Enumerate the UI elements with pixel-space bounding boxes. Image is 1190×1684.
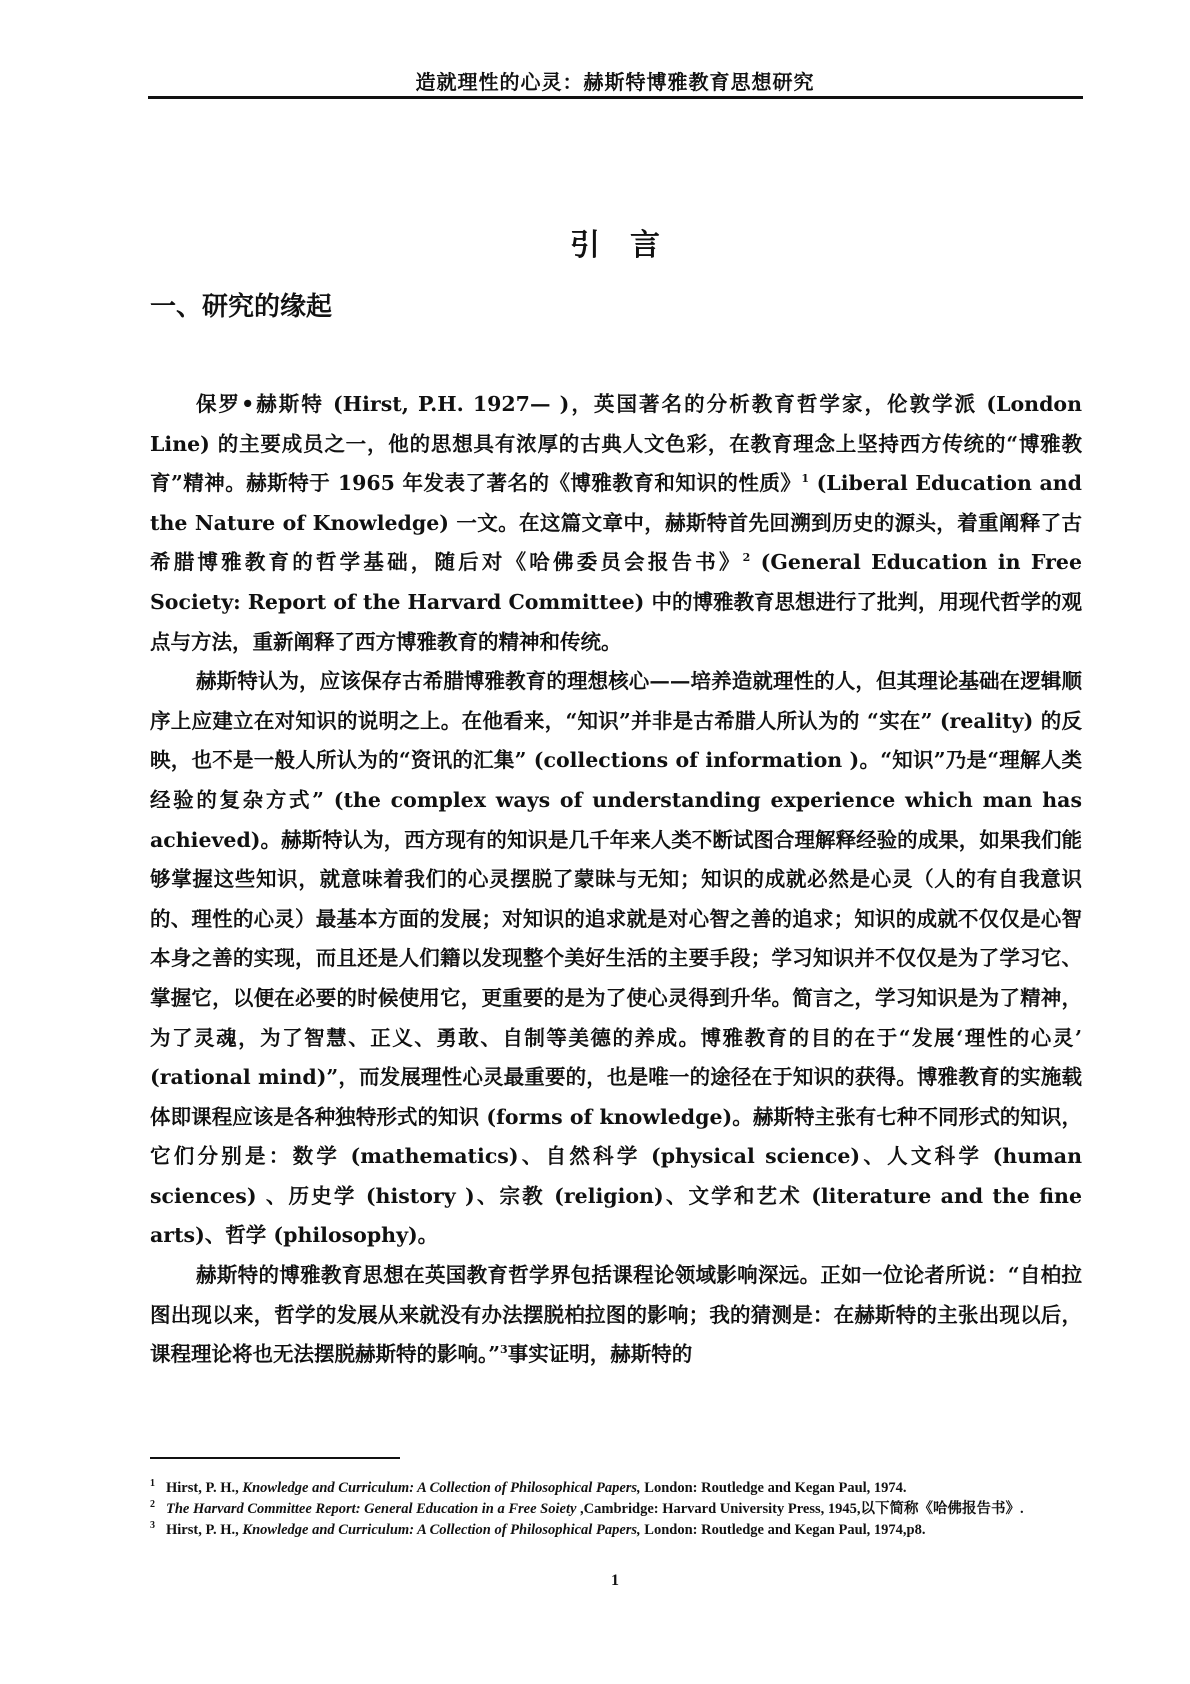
chapter-title: 引言	[570, 228, 690, 263]
footnote-rule	[150, 1457, 400, 1459]
paragraph-text: (General Education in Free Society: Report of the Harvard Committee) 中的博雅教育思想进行了批判，用现代哲学的观点与方法，重新阐释了西方博雅教育的精神和传统。	[150, 550, 1083, 654]
section-heading: 一、研究的缘起	[150, 292, 333, 322]
paragraph-text: 保罗•赫斯特 (Hirst, P.H. 1927— )，英国著名的分析教育哲学家，伦敦学派 (London Line) 的主要成员之一，他的思想具有浓厚的古典人文色彩，在教育理念上坚持西方传统的“博雅教育”精神。赫斯特于 1965 年发表了著名的《博雅教育和知识的性质》	[150, 392, 1082, 496]
paragraph-3	[150, 1256, 1082, 1375]
paragraph-text: (Liberal Education and the Nature of Knowledge) 一文。在这篇文章中，赫斯特首先回溯到历史的源头，着重阐释了古希腊博雅教育的哲学基础，随后对《哈佛委员会报告书》	[150, 471, 1082, 575]
footnote-author: Hirst, P. H.,	[166, 1522, 243, 1538]
footnote-ref: 1	[801, 472, 809, 486]
paragraph-text: 事实证明，赫斯特的	[507, 1342, 693, 1367]
running-header: 造就理性的心灵：赫斯特博雅教育思想研究	[415, 70, 815, 94]
footnote-title: Knowledge and Curriculum: A Collection of Philosophical Papers,	[242, 1522, 641, 1538]
footnote-ref: 3	[500, 1343, 508, 1357]
footnote-mark: 2	[150, 1499, 155, 1510]
paragraph-1	[150, 385, 1082, 662]
paragraph-2	[150, 662, 1082, 1256]
footnote-author: Hirst, P. H.,	[166, 1480, 243, 1496]
footnote-rest: ,Cambridge: Harvard University Press, 1945,以下简称《哈佛报告书》.	[576, 1501, 1024, 1517]
footnote-title: Knowledge and Curriculum: A Collection of Philosophical Papers,	[242, 1480, 641, 1496]
footnote-title: The Harvard Committee Report: General Education in a Free Soiety	[166, 1501, 577, 1517]
footnote-rest: London: Routledge and Kegan Paul, 1974.	[640, 1480, 907, 1496]
paragraph-text: 赫斯特的博雅教育思想在英国教育哲学界包括课程论领域影响深远。正如一位论者所说：“自柏拉图出现以来，哲学的发展从来就没有办法摆脱柏拉图的影响；我的猜测是：在赫斯特的主张出现以后，课程理论将也无法摆脱赫斯特的影响。”	[150, 1263, 1082, 1367]
footnotes	[150, 1478, 1080, 1541]
page-number: 1	[611, 1572, 619, 1589]
footnote-3	[150, 1520, 1080, 1541]
footnote-ref: 2	[742, 551, 751, 565]
footnote-mark: 3	[150, 1520, 155, 1531]
footnote-2	[150, 1499, 1080, 1520]
footnote-1	[150, 1478, 1080, 1499]
paragraph-text: 赫斯特认为，应该保存古希腊博雅教育的理想核心——培养造就理性的人，但其理论基础在逻辑顺序上应建立在对知识的说明之上。在他看来，“知识”并非是古希腊人所认为的 “实在” (reality) 的反映，也不是一般人所认为的“资讯的汇集” (collections of information )。“知识”乃是“理解人类经验的复杂方式” (the complex ways of understanding experience which man has achieved)。赫斯特认为，西方现有的知识是几千年来人类不断试图合理解释经验的成果，如果我们能够掌握这些知识，就意味着我们的心灵摆脱了蒙昧与无知；知识的成就必然是心灵（人的有自我意识的、理性的心灵）最基本方面的发展；对知识的追求就是对心智之善的追求；知识的成就不仅仅是心智本身之善的实现，而且还是人们籍以发现整个美好生活的主要手段；学习知识并不仅仅是为了学习它、掌握它，以便在必要的时候使用它，更重要的是为了使心灵得到升华。简言之，学习知识是为了精神，为了灵魂，为了智慧、正义、勇敢、自制等美德的养成。博雅教育的目的在于“发展‘理性的心灵’ (rational mind)”，而发展理性心灵最重要的，也是唯一的途径在于知识的获得。博雅教育的实施载体即课程应该是各种独特形式的知识 (forms of knowledge)。赫斯特主张有七种不同形式的知识，它们分别是：数学 (mathematics)、自然科学 (physical science)、人文科学 (human sciences) 、历史学 (history )、宗教 (religion)、文学和艺术 (literature and the fine arts)、哲学 (philosophy)。	[150, 669, 1082, 1248]
footnote-mark: 1	[150, 1478, 155, 1489]
header-rule	[148, 96, 1083, 99]
body-text	[150, 385, 1082, 1375]
footnote-rest: London: Routledge and Kegan Paul, 1974,p8.	[640, 1522, 926, 1538]
